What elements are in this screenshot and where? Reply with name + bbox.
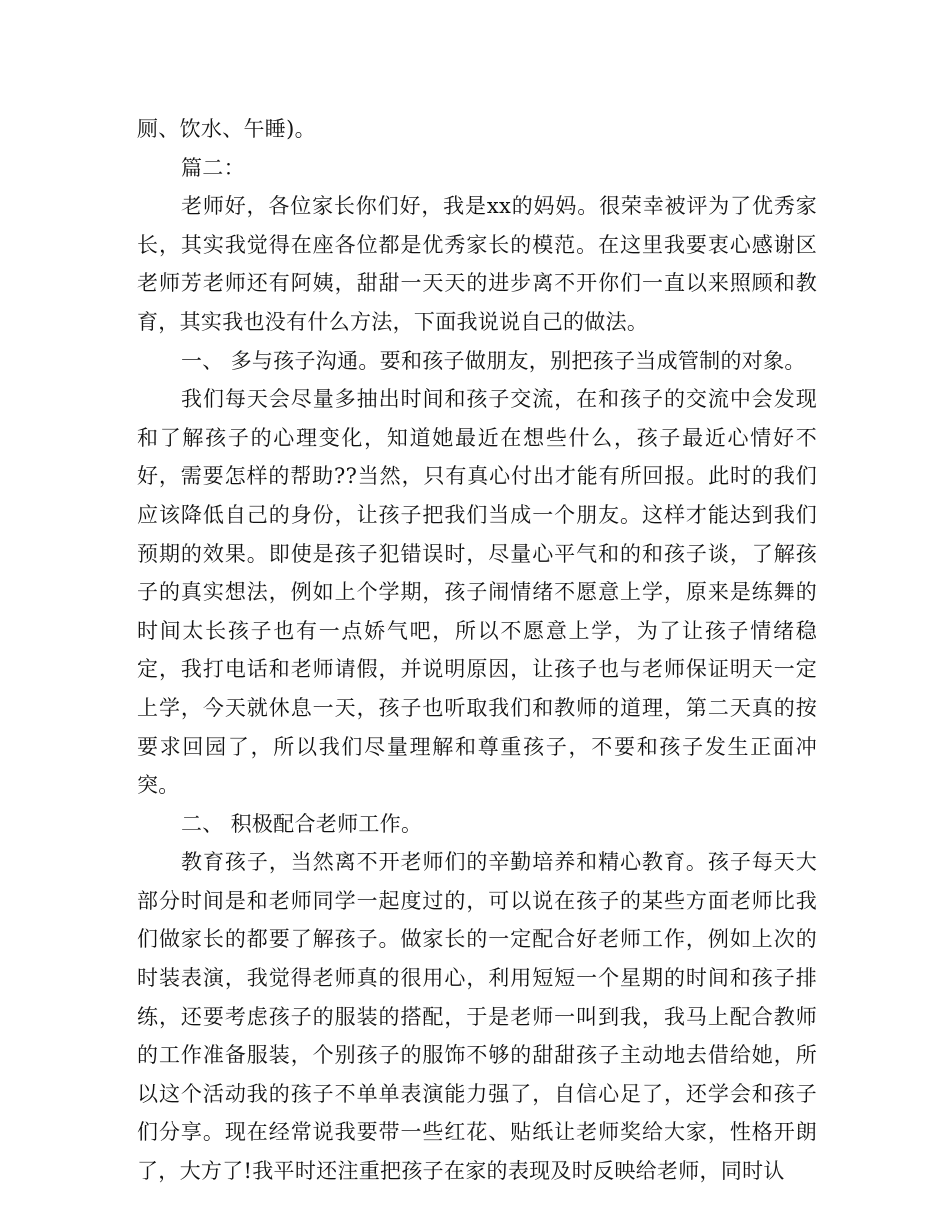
document-body [137, 110, 817, 1191]
paragraph-communication: 我们每天会尽量多抽出时间和孩子交流，在和孩子的交流中会发现和了解孩子的心理变化，知道她最近在想些什么，孩子最近心情好不好，需要怎样的帮助??当然，只有真心付出才能有所回报。此时的我们应该降低自己的身份，让孩子把我们当成一个朋友。这样才能达到我们预期的效果。即使是孩子犯错误时，尽量心平气和的和孩子谈，了解孩子的真实想法，例如上个学期，孩子闹情绪不愿意上学，原来是练舞的时间太长孩子也有一点娇气吧，所以不愿意上学，为了让孩子情绪稳定，我打电话和老师请假，并说明原因，让孩子也与老师保证明天一定上学，今天就休息一天，孩子也听取我们和教师的道理，第二天真的按要求回园了，所以我们尽量理解和尊重孩子，不要和孩子发生正面冲突。 [137, 387, 817, 798]
section-heading: 篇二： [181, 155, 245, 180]
point-heading-1: 一、 多与孩子沟通。要和孩子做朋友，别把孩子当成管制的对象。 [181, 348, 806, 373]
point-heading-2: 二、 积极配合老师工作。 [181, 811, 423, 836]
paragraph-greeting: 老师好，各位家长你们好，我是xx的妈妈。很荣幸被评为了优秀家长，其实我觉得在座各位都是优秀家长的模范。在这里我要衷心感谢区老师芳老师还有阿姨，甜甜一天天的进步离不开你们一直以来照顾和教育，其实我也没有什么方法，下面我说说自己的做法。 [137, 194, 817, 334]
paragraph-continuation: 厕、饮水、午睡)。 [137, 117, 316, 141]
paragraph-cooperation: 教育孩子，当然离不开老师们的辛勤培养和精心教育。孩子每天大部分时间是和老师同学一起度过的，可以说在孩子的某些方面老师比我们做家长的都要了解孩子。做家长的一定配合好老师工作，例如上次的时装表演，我觉得老师真的很用心，利用短短一个星期的时间和孩子排练，还要考虑孩子的服装的搭配，于是老师一叫到我，我马上配合教师的工作准备服装，个别孩子的服饰不够的甜甜孩子主动地去借给她，所以这个活动我的孩子不单单表演能力强了，自信心足了，还学会和孩子们分享。现在经常说我要带一些红花、贴纸让老师奖给大家，性格开朗了，大方了!我平时还注重把孩子在家的表现及时反映给老师，同时认 [137, 850, 817, 1184]
